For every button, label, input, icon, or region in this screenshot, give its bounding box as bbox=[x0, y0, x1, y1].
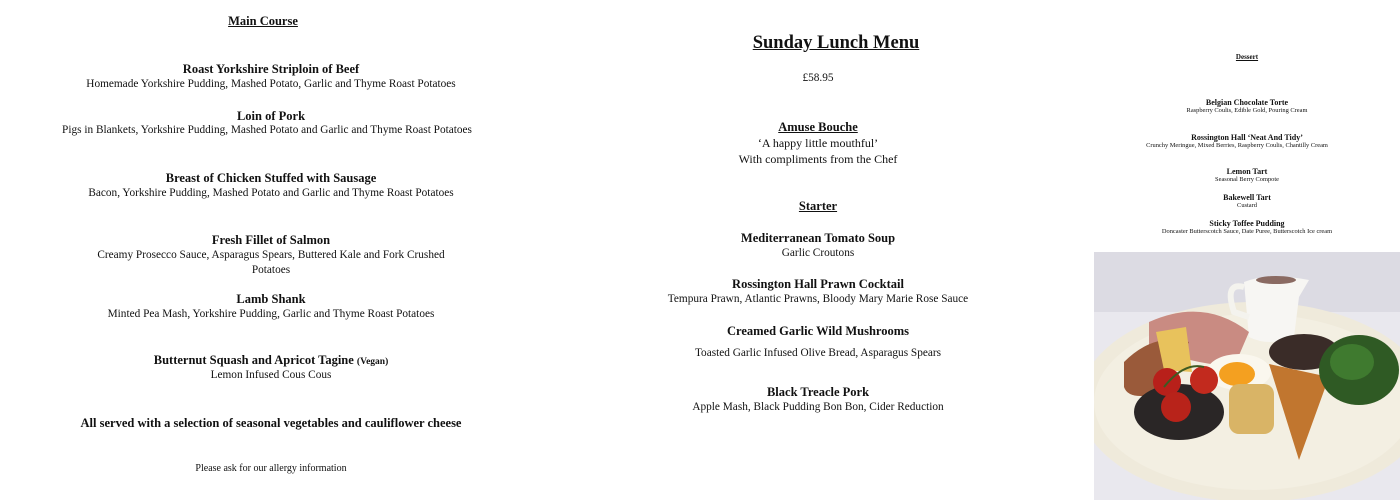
starter-name: Mediterranean Tomato Soup bbox=[740, 231, 896, 245]
dish-desc: Creamy Prosecco Sauce, Asparagus Spears, Buttered Kale and Fork Crushed bbox=[97, 249, 445, 261]
dish-desc: Homemade Yorkshire Pudding, Mashed Potato, Garlic and Thyme Roast Potatoes bbox=[86, 78, 456, 90]
dessert-name: Lemon Tart bbox=[1226, 167, 1268, 176]
dessert-desc: Seasonal Berry Compote bbox=[1215, 176, 1279, 183]
starter-desc: Toasted Garlic Infused Olive Bread, Asparagus Spears bbox=[694, 347, 942, 359]
main-course-heading: Main Course bbox=[228, 14, 298, 28]
starter-heading: Starter bbox=[798, 199, 838, 213]
dessert-desc: Raspberry Coulis, Edible Gold, Pouring Cream bbox=[1186, 107, 1308, 114]
dish-name bbox=[154, 353, 389, 368]
price: £58.95 bbox=[802, 72, 834, 84]
dessert-name: Rossington Hall ‘Neat And Tidy’ bbox=[1191, 133, 1303, 142]
dish-desc: Pigs in Blankets, Yorkshire Pudding, Mashed Potato and Garlic and Thyme Roast Potatoes bbox=[62, 124, 472, 136]
starter-name: Creamed Garlic Wild Mushrooms bbox=[726, 324, 910, 338]
dessert-desc: Doncaster Butterscotch Sauce, Date Puree, Butterscotch Ice cream bbox=[1161, 228, 1333, 235]
dish-desc: Bacon, Yorkshire Pudding, Mashed Potato and Garlic and Thyme Roast Potatoes bbox=[88, 187, 454, 199]
dessert-desc: Custard bbox=[1237, 202, 1257, 209]
allergy-info: Please ask for our allergy information bbox=[195, 463, 347, 474]
dish-name: Breast of Chicken Stuffed with Sausage bbox=[165, 171, 377, 185]
dessert-name: Sticky Toffee Pudding bbox=[1209, 219, 1285, 228]
food-photo bbox=[1094, 252, 1400, 500]
starter-desc: Apple Mash, Black Pudding Bon Bon, Cider Reduction bbox=[692, 401, 944, 413]
amuse-line: ‘A happy little mouthful’ bbox=[757, 136, 879, 150]
amuse-bouche-heading: Amuse Bouche bbox=[778, 120, 858, 134]
starter-desc: Tempura Prawn, Atlantic Prawns, Bloody Mary Marie Rose Sauce bbox=[667, 293, 969, 305]
dessert-name: Bakewell Tart bbox=[1223, 193, 1271, 202]
page-title: Sunday Lunch Menu bbox=[752, 33, 920, 53]
starter-name: Black Treacle Pork bbox=[766, 385, 870, 399]
starter-desc: Garlic Croutons bbox=[781, 247, 855, 259]
vegan-tag: (Vegan) bbox=[356, 357, 389, 367]
dessert-heading: Dessert bbox=[1235, 53, 1259, 61]
dish-name: Lamb Shank bbox=[236, 292, 306, 306]
dish-desc: Lemon Infused Cous Cous bbox=[210, 369, 332, 381]
dish-name-text: Butternut Squash and Apricot Tagine bbox=[153, 353, 354, 367]
starter-name: Rossington Hall Prawn Cocktail bbox=[732, 277, 904, 291]
amuse-line: With compliments from the Chef bbox=[738, 152, 898, 166]
dish-name: Roast Yorkshire Striploin of Beef bbox=[182, 62, 360, 76]
dish-desc-cont: Potatoes bbox=[251, 264, 291, 276]
dish-name: Loin of Pork bbox=[236, 109, 306, 123]
dessert-desc: Crunchy Meringue, Mixed Berries, Raspberry Coulis, Chantilly Cream bbox=[1146, 142, 1328, 149]
dish-name: Fresh Fillet of Salmon bbox=[211, 233, 331, 247]
dish-desc: Minted Pea Mash, Yorkshire Pudding, Garlic and Thyme Roast Potatoes bbox=[107, 308, 435, 320]
main-course-footer: All served with a selection of seasonal vegetables and cauliflower cheese bbox=[80, 416, 462, 430]
dessert-name: Belgian Chocolate Torte bbox=[1205, 98, 1289, 107]
